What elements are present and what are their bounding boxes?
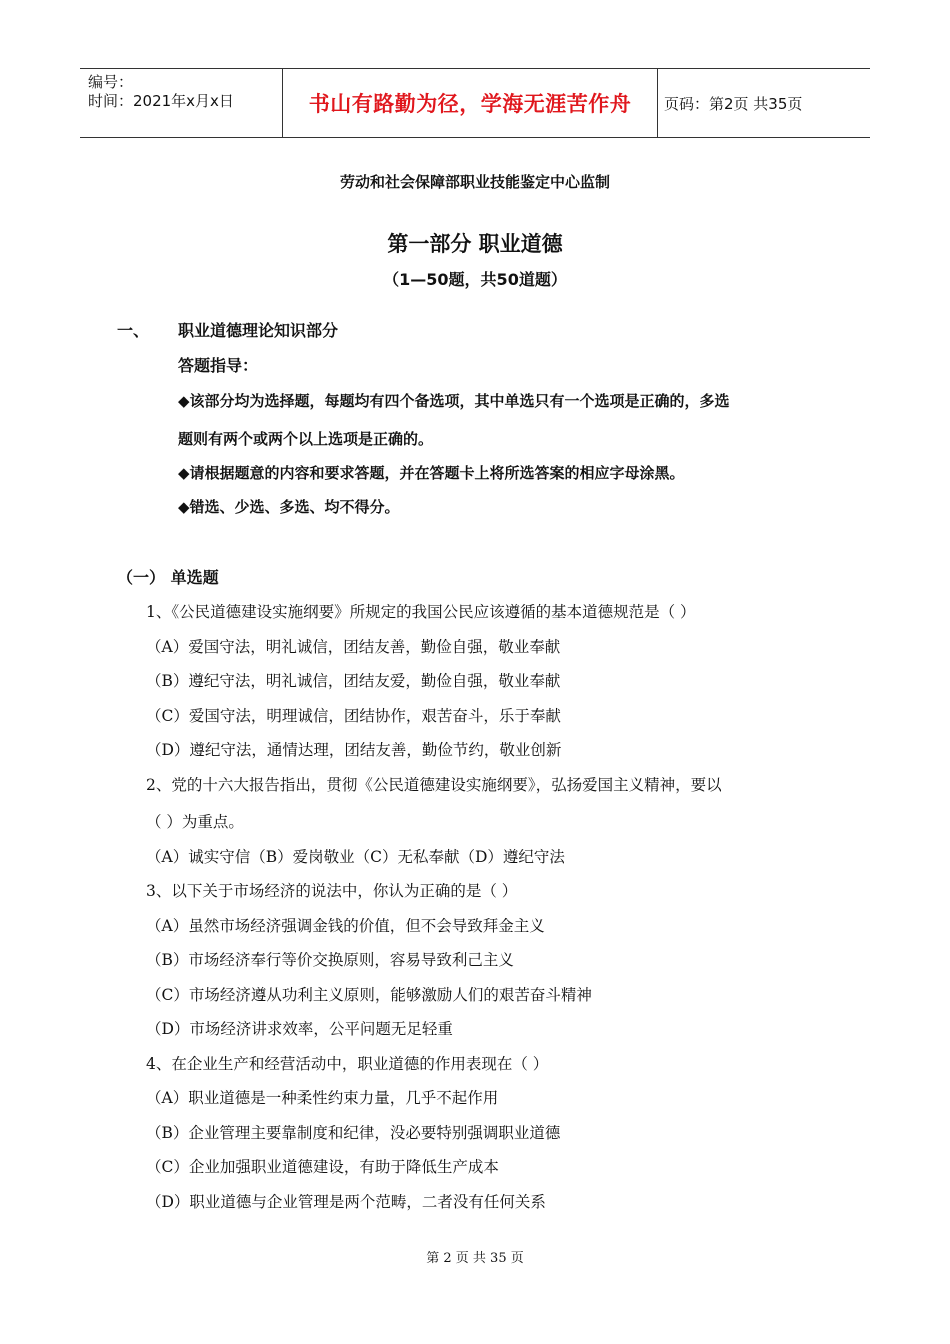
question-option: （A）职业道德是一种柔性约束力量，几乎不起作用 xyxy=(146,1089,499,1107)
question-stem: 3、以下关于市场经济的说法中，你认为正确的是（ ） xyxy=(146,882,518,900)
header-motto: 书山有路勤为径，学海无涯苦作舟 xyxy=(282,69,658,137)
question-stem: 4、在企业生产和经营活动中，职业道德的作用表现在（ ） xyxy=(146,1055,549,1073)
question-option: （C）企业加强职业道德建设，有助于降低生产成本 xyxy=(146,1158,499,1176)
question-option: （D）职业道德与企业管理是两个范畴，二者没有任何关系 xyxy=(146,1193,546,1211)
question-option: （A）虽然市场经济强调金钱的价值，但不会导致拜金主义 xyxy=(146,917,545,935)
question-option: （B）企业管理主要靠制度和纪律，没必要特别强调职业道德 xyxy=(146,1124,561,1142)
question-stem: 2、党的十六大报告指出，贯彻《公民道德建设实施纲要》，弘扬爱国主义精神，要以 xyxy=(146,776,722,794)
question-option: （D）遵纪守法，通情达理，团结友善，勤俭节约，敬业创新 xyxy=(146,741,562,759)
question-option: （C）市场经济遵从功利主义原则，能够激励人们的艰苦奋斗精神 xyxy=(146,986,592,1004)
header-meta xyxy=(80,69,282,137)
subsection-title: （一） 单选题 xyxy=(117,568,219,587)
question-option: （A）爱国守法，明礼诚信，团结友善，勤俭自强，敬业奉献 xyxy=(146,638,561,656)
guide-line: ◆该部分均为选择题，每题均有四个备选项，其中单选只有一个选项是正确的，多选 xyxy=(178,392,730,410)
part-subtitle: （1—50题，共50道题） xyxy=(383,270,567,289)
question-option: （D）市场经济讲求效率，公平问题无足轻重 xyxy=(146,1020,453,1038)
question-option: （B）市场经济奉行等价交换原则，容易导致利己主义 xyxy=(146,951,514,969)
part-title: 第一部分 职业道德 xyxy=(387,232,563,256)
time-label: 时间：2021年x月x日 xyxy=(88,92,234,110)
page-footer: 第 2 页 共 35 页 xyxy=(426,1251,524,1266)
page-header xyxy=(80,68,870,138)
guide-line: 题则有两个或两个以上选项是正确的。 xyxy=(178,430,434,448)
section-title: 职业道德理论知识部分 xyxy=(178,321,339,340)
header-page-info: 页码：第2页 共35页 xyxy=(664,95,803,113)
question-option: （A）诚实守信（B）爱岗敬业（C）无私奉献（D）遵纪守法 xyxy=(146,848,565,866)
guide-line: ◆请根据题意的内容和要求答题，并在答题卡上将所选答案的相应字母涂黑。 xyxy=(178,464,685,482)
question-stem-cont: （ ）为重点。 xyxy=(146,813,244,831)
serial-label: 编号： xyxy=(88,73,134,91)
question-stem: 1、《公民道德建设实施纲要》所规定的我国公民应该遵循的基本道德规范是（ ） xyxy=(146,603,696,621)
guide-title: 答题指导： xyxy=(178,356,259,375)
section-number: 一、 xyxy=(117,321,150,340)
question-option: （B）遵纪守法，明礼诚信，团结友爱，勤俭自强，敬业奉献 xyxy=(146,672,561,690)
guide-line: ◆错选、少选、多选、均不得分。 xyxy=(178,498,400,516)
org-title: 劳动和社会保障部职业技能鉴定中心监制 xyxy=(339,173,610,191)
question-option: （C）爱国守法，明理诚信，团结协作，艰苦奋斗，乐于奉献 xyxy=(146,707,561,725)
